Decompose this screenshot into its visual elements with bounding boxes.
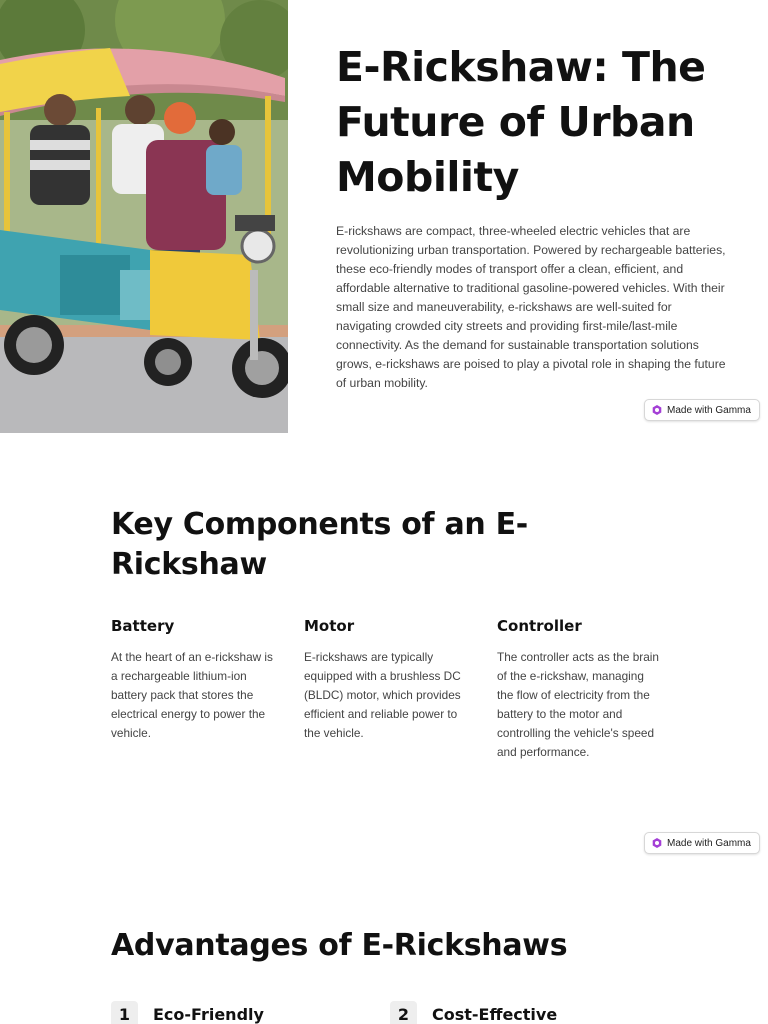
component-text: The controller acts as the brain of the e-rickshaw, managing the flow of electricity from the battery to the motor and controlling the vehicle's speed and performance. xyxy=(497,650,659,759)
gamma-logo-icon xyxy=(652,838,662,848)
advantage-number: 2 xyxy=(390,1001,417,1024)
gamma-logo-icon xyxy=(652,405,662,415)
components-title: Key Components of an E-Rickshaw xyxy=(111,507,528,582)
page-title: E-Rickshaw: The Future of Urban Mobility xyxy=(336,43,706,201)
hero-description: E-rickshaws are compact, three-wheeled electric vehicles that are revolutionizing urban transportation. Powered by rechargeable batteries, these eco-friendly modes of transport offer a clean, efficient, and affordable alternative to traditional gasoline-powered vehicles. With their small size and maneuverability, e-rickshaws are well-suited for navigating crowded city streets and providing first-mile/last-mile connectivity. As the demand for sustainable transportation solutions grows, e-rickshaws are poised to play a pivotal role in shaping the future of urban mobility. xyxy=(336,224,726,390)
advantage-label: Eco-Friendly xyxy=(153,1005,264,1024)
badge-label: Made with Gamma xyxy=(667,837,751,849)
advantage-number: 1 xyxy=(111,1001,138,1024)
component-text: E-rickshaws are typically equipped with a brushless DC (BLDC) motor, which provides efficient and reliable power to the vehicle. xyxy=(304,650,461,740)
e-rickshaw-photo xyxy=(0,0,288,433)
e-rickshaw-illustration xyxy=(0,0,288,433)
made-with-gamma-badge[interactable] xyxy=(644,399,760,421)
component-battery xyxy=(111,614,281,743)
advantages-title: Advantages of E-Rickshaws xyxy=(111,928,568,963)
hero-section xyxy=(0,0,768,433)
component-heading: Controller xyxy=(497,617,582,635)
component-heading: Battery xyxy=(111,617,175,635)
made-with-gamma-badge[interactable] xyxy=(644,832,760,854)
component-motor xyxy=(304,614,474,743)
badge-label: Made with Gamma xyxy=(667,404,751,416)
component-controller xyxy=(497,614,662,762)
advantage-item xyxy=(390,1001,557,1024)
component-heading: Motor xyxy=(304,617,355,635)
component-text: At the heart of an e-rickshaw is a rechargeable lithium-ion battery pack that stores the electrical energy to power the vehicle. xyxy=(111,650,273,740)
advantage-item xyxy=(111,1001,264,1024)
advantage-label: Cost-Effective xyxy=(432,1005,558,1024)
